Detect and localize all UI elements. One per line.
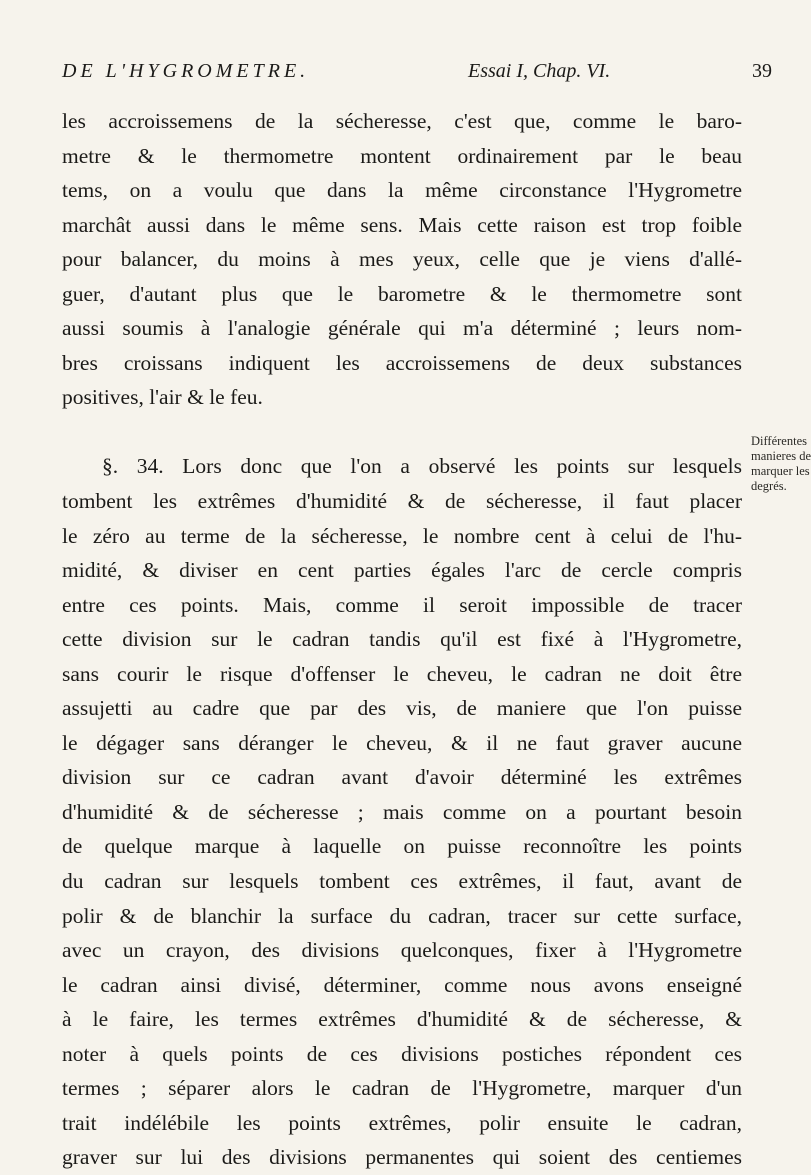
paragraph-1 [62, 104, 742, 415]
text-line: trait indélébile les points extrêmes, polir ensuite le cadran, [62, 1110, 742, 1135]
running-header [0, 60, 800, 94]
text-line: de quelque marque à laquelle on puisse reconnoître les points [62, 834, 742, 859]
text-line: le dégager sans déranger le cheveu, & il ne faut graver aucune [62, 730, 742, 755]
paragraph-2 [62, 449, 742, 1174]
body-text [62, 104, 742, 1175]
text-line: le zéro au terme de la sécheresse, le nombre cent à celui de l'hu- [62, 523, 742, 548]
text-line: polir & de blanchir la surface du cadran, tracer sur cette surface, [62, 903, 742, 928]
text-line: aussi soumis à l'analogie générale qui m'a déterminé ; leurs nom- [62, 316, 742, 341]
text-line: sans courir le risque d'offenser le cheveu, le cadran ne doit être [62, 661, 742, 686]
text-line: avec un crayon, des divisions quelconques, fixer à l'Hygrometre [62, 938, 742, 963]
text-line: guer, d'autant plus que le barometre & le thermometre sont [62, 281, 742, 306]
text-line: positives, l'air & le feu. [62, 385, 263, 410]
margin-note-line: Différentes [751, 434, 807, 448]
text-line: midité, & diviser en cent parties égales l'arc de cercle compris [62, 558, 742, 583]
margin-note-line: manieres de [751, 449, 811, 463]
margin-note-line: degrés. [751, 479, 787, 493]
text-line: noter à quels points de ces divisions postiches répondent ces [62, 1041, 742, 1066]
text-line: entre ces points. Mais, comme il seroit impossible de tracer [62, 592, 742, 617]
paragraph-gap [62, 415, 742, 450]
text-line: le cadran ainsi divisé, déterminer, comme nous avons enseigné [62, 972, 742, 997]
text-line: §. 34. Lors donc que l'on a observé les points sur lesquels [102, 454, 742, 479]
running-title: DE L'HYGROMETRE. [62, 60, 310, 82]
text-line: les accroissemens de la sécheresse, c'est que, comme le baro- [62, 109, 742, 133]
text-line: tombent les extrêmes d'humidité & de sécheresse, il faut placer [62, 489, 742, 514]
margin-note [751, 434, 811, 494]
page-number: 39 [752, 60, 772, 82]
text-line: cette division sur le cadran tandis qu'il est fixé à l'Hygrometre, [62, 627, 742, 652]
text-line: tems, on a voulu que dans la même circonstance l'Hygrometre [62, 178, 742, 203]
text-line: assujetti au cadre que par des vis, de maniere que l'on puisse [62, 696, 742, 721]
text-line: termes ; séparer alors le cadran de l'Hygrometre, marquer d'un [62, 1076, 742, 1101]
text-line: à le faire, les termes extrêmes d'humidité & de sécheresse, & [62, 1007, 742, 1032]
text-line: du cadran sur lesquels tombent ces extrêmes, il faut, avant de [62, 869, 742, 894]
text-line: marchât aussi dans le même sens. Mais cette raison est trop foible [62, 212, 742, 237]
running-section: Essai I, Chap. VI. [468, 60, 611, 82]
margin-note-line: marquer les [751, 464, 810, 478]
text-line: metre & le thermometre montent ordinairement par le beau [62, 143, 742, 168]
text-line: bres croissans indiquent les accroissemens de deux substances [62, 350, 742, 375]
text-line: pour balancer, du moins à mes yeux, celle que je viens d'allé- [62, 247, 742, 272]
text-line: d'humidité & de sécheresse ; mais comme on a pourtant besoin [62, 799, 742, 824]
text-line: graver sur lui des divisions permanentes qui soient des centiemes [62, 1145, 742, 1170]
text-line: division sur ce cadran avant d'avoir déterminé les extrêmes [62, 765, 742, 790]
